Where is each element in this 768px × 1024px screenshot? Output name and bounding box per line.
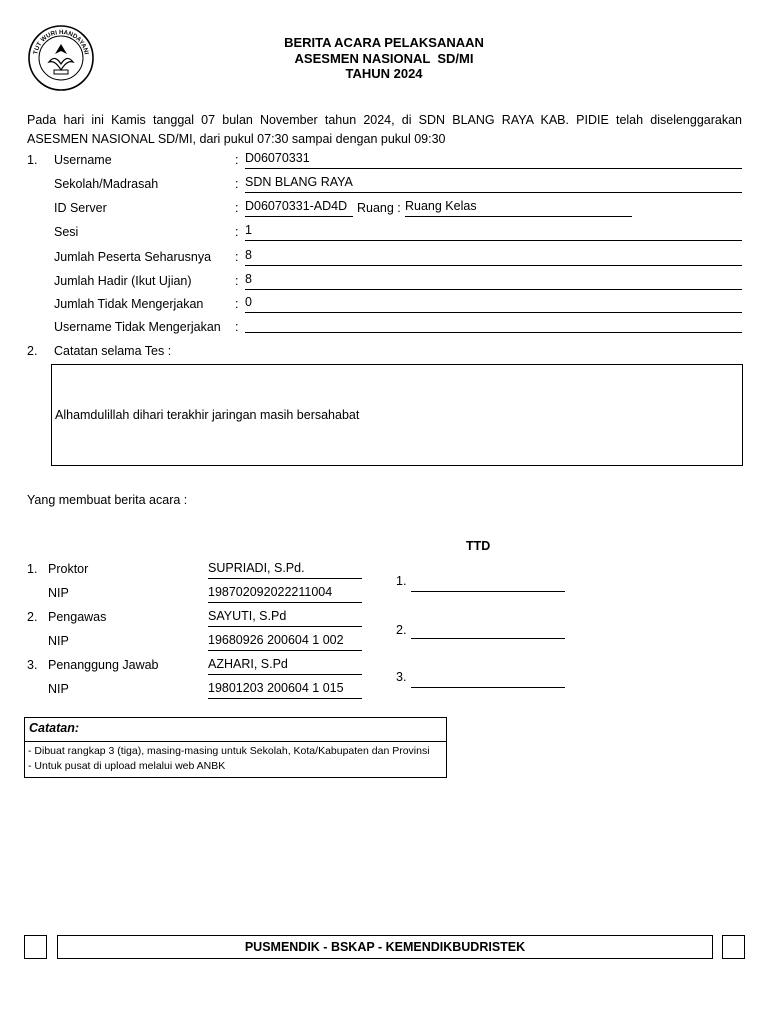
title-line-1: BERITA ACARA PELAKSANAAN [284, 35, 484, 50]
ttd-signature-line [411, 638, 565, 639]
title-line-2: ASESMEN NASIONAL SD/MI [294, 50, 474, 66]
nip-label: NIP [48, 634, 69, 648]
colon: : [235, 153, 239, 167]
title-line-3: TAHUN 2024 [345, 66, 423, 81]
signer-number: 1. [27, 562, 38, 576]
intro-paragraph: Pada hari ini Kamis tanggal 07 bulan November tahun 2024, di SDN BLANG RAYA KAB. PIDIE telah diselenggarakan ASESMEN NASIONAL SD/MI, dari pukul 07:30 sampai dengan pukul 09:30 [27, 113, 742, 146]
section-2-label: Catatan selama Tes : [54, 344, 172, 358]
signer-role-penanggung-jawab: Penanggung Jawab [48, 658, 159, 672]
test-notes-box [51, 364, 743, 466]
field-label-username: Username [54, 153, 112, 167]
signer-name: SAYUTI, S.Pd [208, 609, 362, 627]
test-notes-text: Alhamdulillah dihari terakhir jaringan masih bersahabat [55, 408, 360, 422]
catatan-box [24, 717, 447, 778]
field-value-sesi: 1 [245, 223, 742, 241]
field-value-jumlah-hadir: 8 [245, 272, 742, 290]
signer-name: AZHARI, S.Pd [208, 657, 362, 675]
signer-number: 3. [27, 658, 38, 672]
field-label-tidak-mengerjakan: Jumlah Tidak Mengerjakan [54, 297, 204, 311]
ttd-number: 1. [396, 574, 407, 588]
field-value-ruang: Ruang Kelas [405, 199, 632, 217]
ttd-number: 2. [396, 623, 407, 637]
field-value-school: SDN BLANG RAYA [245, 175, 742, 193]
catatan-line: - Untuk pusat di upload melalui web ANBK [28, 760, 226, 772]
signer-nip: 19801203 200604 1 015 [208, 681, 362, 699]
signer-number: 2. [27, 610, 38, 624]
field-value-username-tidak-mengerjakan [245, 315, 742, 333]
colon: : [235, 225, 239, 239]
nip-label: NIP [48, 682, 69, 696]
section-2-number: 2. [27, 344, 38, 358]
field-value-jumlah-peserta: 8 [245, 248, 742, 266]
field-value-id-server: D06070331-AD4D [245, 199, 353, 217]
colon: : [235, 274, 239, 288]
colon: : [235, 297, 239, 311]
svg-text:TUT WURI HANDAYANI: TUT WURI HANDAYANI [32, 28, 90, 56]
colon: : [235, 177, 239, 191]
colon: : [235, 320, 239, 334]
catatan-title: Catatan: [25, 718, 446, 742]
document-title [184, 35, 584, 82]
signer-nip: 19680926 200604 1 002 [208, 633, 362, 651]
ttd-number: 3. [396, 670, 407, 684]
field-label-school: Sekolah/Madrasah [54, 177, 159, 191]
ttd-heading: TTD [466, 539, 491, 553]
field-label-id-server: ID Server [54, 201, 107, 215]
nip-label: NIP [48, 586, 69, 600]
catatan-line: - Dibuat rangkap 3 (tiga), masing-masing untuk Sekolah, Kota/Kabupaten dan Provinsi [28, 745, 430, 757]
signers-intro: Yang membuat berita acara : [27, 493, 188, 507]
signer-role-pengawas: Pengawas [48, 610, 107, 624]
field-label-username-tidak-mengerjakan: Username Tidak Mengerjakan [54, 320, 221, 334]
colon: : [235, 250, 239, 264]
signer-nip: 198702092022211004 [208, 585, 362, 603]
signer-role-proktor: Proktor [48, 562, 89, 576]
field-label-jumlah-hadir: Jumlah Hadir (Ikut Ujian) [54, 274, 192, 288]
field-label-sesi: Sesi [54, 225, 79, 239]
ttd-signature-line [411, 591, 565, 592]
ttd-signature-line [411, 687, 565, 688]
footer-banner: PUSMENDIK - BSKAP - KEMENDIKBUDRISTEK [57, 935, 713, 959]
footer-left-box [24, 935, 47, 959]
field-value-tidak-mengerjakan: 0 [245, 295, 742, 313]
field-value-username: D06070331 [245, 151, 742, 169]
ruang-label: Ruang : [357, 201, 401, 215]
signer-name: SUPRIADI, S.Pd. [208, 561, 362, 579]
tut-wuri-handayani-logo [27, 24, 95, 92]
footer-right-box [722, 935, 745, 959]
field-label-jumlah-peserta: Jumlah Peserta Seharusnya [54, 250, 212, 264]
colon: : [235, 201, 239, 215]
section-1-number: 1. [27, 153, 38, 167]
